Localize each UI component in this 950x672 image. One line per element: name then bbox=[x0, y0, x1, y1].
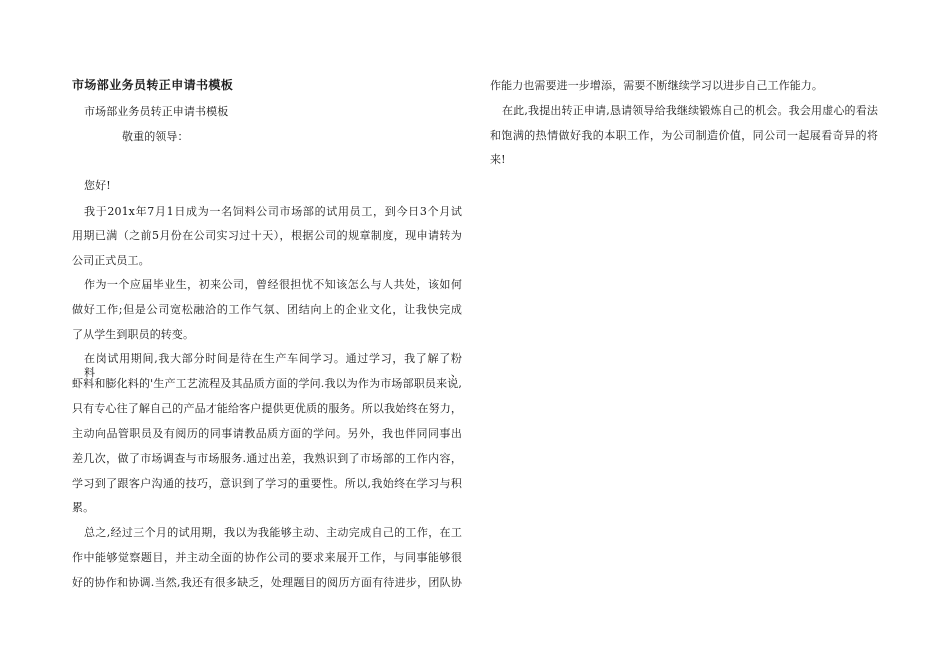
paragraph-line: 只有专心往了解自己的产品才能给客户提供更优质的服务。所以我始终在努力， bbox=[72, 402, 462, 415]
paragraph-line: 用期已满（之前5月份在公司实习过十天），根据公司的规章制度，现申请转为 bbox=[72, 229, 462, 242]
paragraph-line: 作能力也需要进一步增添，需要不断继续学习以进步自己工作能力。 bbox=[490, 79, 823, 92]
paragraph-line: 公司正式员工。 bbox=[72, 254, 150, 267]
paragraph-line: 累。 bbox=[72, 501, 95, 514]
paragraph-line: 我于201x年7月1日成为一名饲料公司市场部的试用员工，到今日3个月试 bbox=[84, 205, 462, 218]
paragraph-line: 了从学生到职员的转变。 bbox=[72, 328, 195, 341]
paragraph-line: 作为一个应届毕业生，初来公司，曾经很担忧不知该怎么与人共处，该如何 bbox=[84, 278, 462, 291]
paragraph-line: 主动向品管职员及有阅历的同事请教品质方面的学问。另外，我也伴同同事出 bbox=[72, 427, 462, 440]
paragraph-line: 作中能够觉察题目，并主动全面的协作公司的要求来展开工作，与同事能够很 bbox=[72, 551, 462, 564]
salutation-line: 敬重的领导： bbox=[122, 130, 189, 143]
paragraph-line: 虾料和膨化料的'生产工艺流程及其品质方面的学问.我以为作为市场部职员来说, bbox=[72, 377, 462, 390]
paragraph-line: 总之,经过三个月的试用期，我以为我能够主动、主动完成自己的工作，在工 bbox=[84, 526, 462, 539]
paragraph-line: 来! bbox=[490, 153, 506, 166]
document-title: 市场部业务员转正申请书模板 bbox=[72, 78, 234, 92]
subtitle-line: 市场部业务员转正申请书模板 bbox=[84, 105, 229, 118]
paragraph-line: 和饱满的热情做好我的本职工作，为公司制造价值，同公司一起展看奇异的将 bbox=[490, 129, 878, 142]
paragraph-line: 在岗试用期间,我大部分时间是待在生产车间学习。通过学习，我了解了粉料、 bbox=[84, 352, 462, 379]
paragraph-line: 差几次，做了市场调查与市场服务.通过出差，我熟识到了市场部的工作内容， bbox=[72, 452, 462, 465]
paragraph-line: 好的协作和协调.当然,我还有很多缺乏，处理题目的阅历方面有待进步，团队协 bbox=[72, 576, 462, 589]
greeting-line: 您好! bbox=[84, 179, 111, 192]
paragraph-line: 在此,我提出转正申请,恳请领导给我继续锻炼自己的机会。我会用虚心的看法 bbox=[502, 104, 878, 117]
paragraph-line: 做好工作;但是公司宽松融洽的工作气氛、团结向上的企业文化，让我快完成 bbox=[72, 303, 462, 316]
paragraph-line: 学习到了跟客户沟通的技巧，意识到了学习的重要性。所以,我始终在学习与积 bbox=[72, 477, 462, 490]
